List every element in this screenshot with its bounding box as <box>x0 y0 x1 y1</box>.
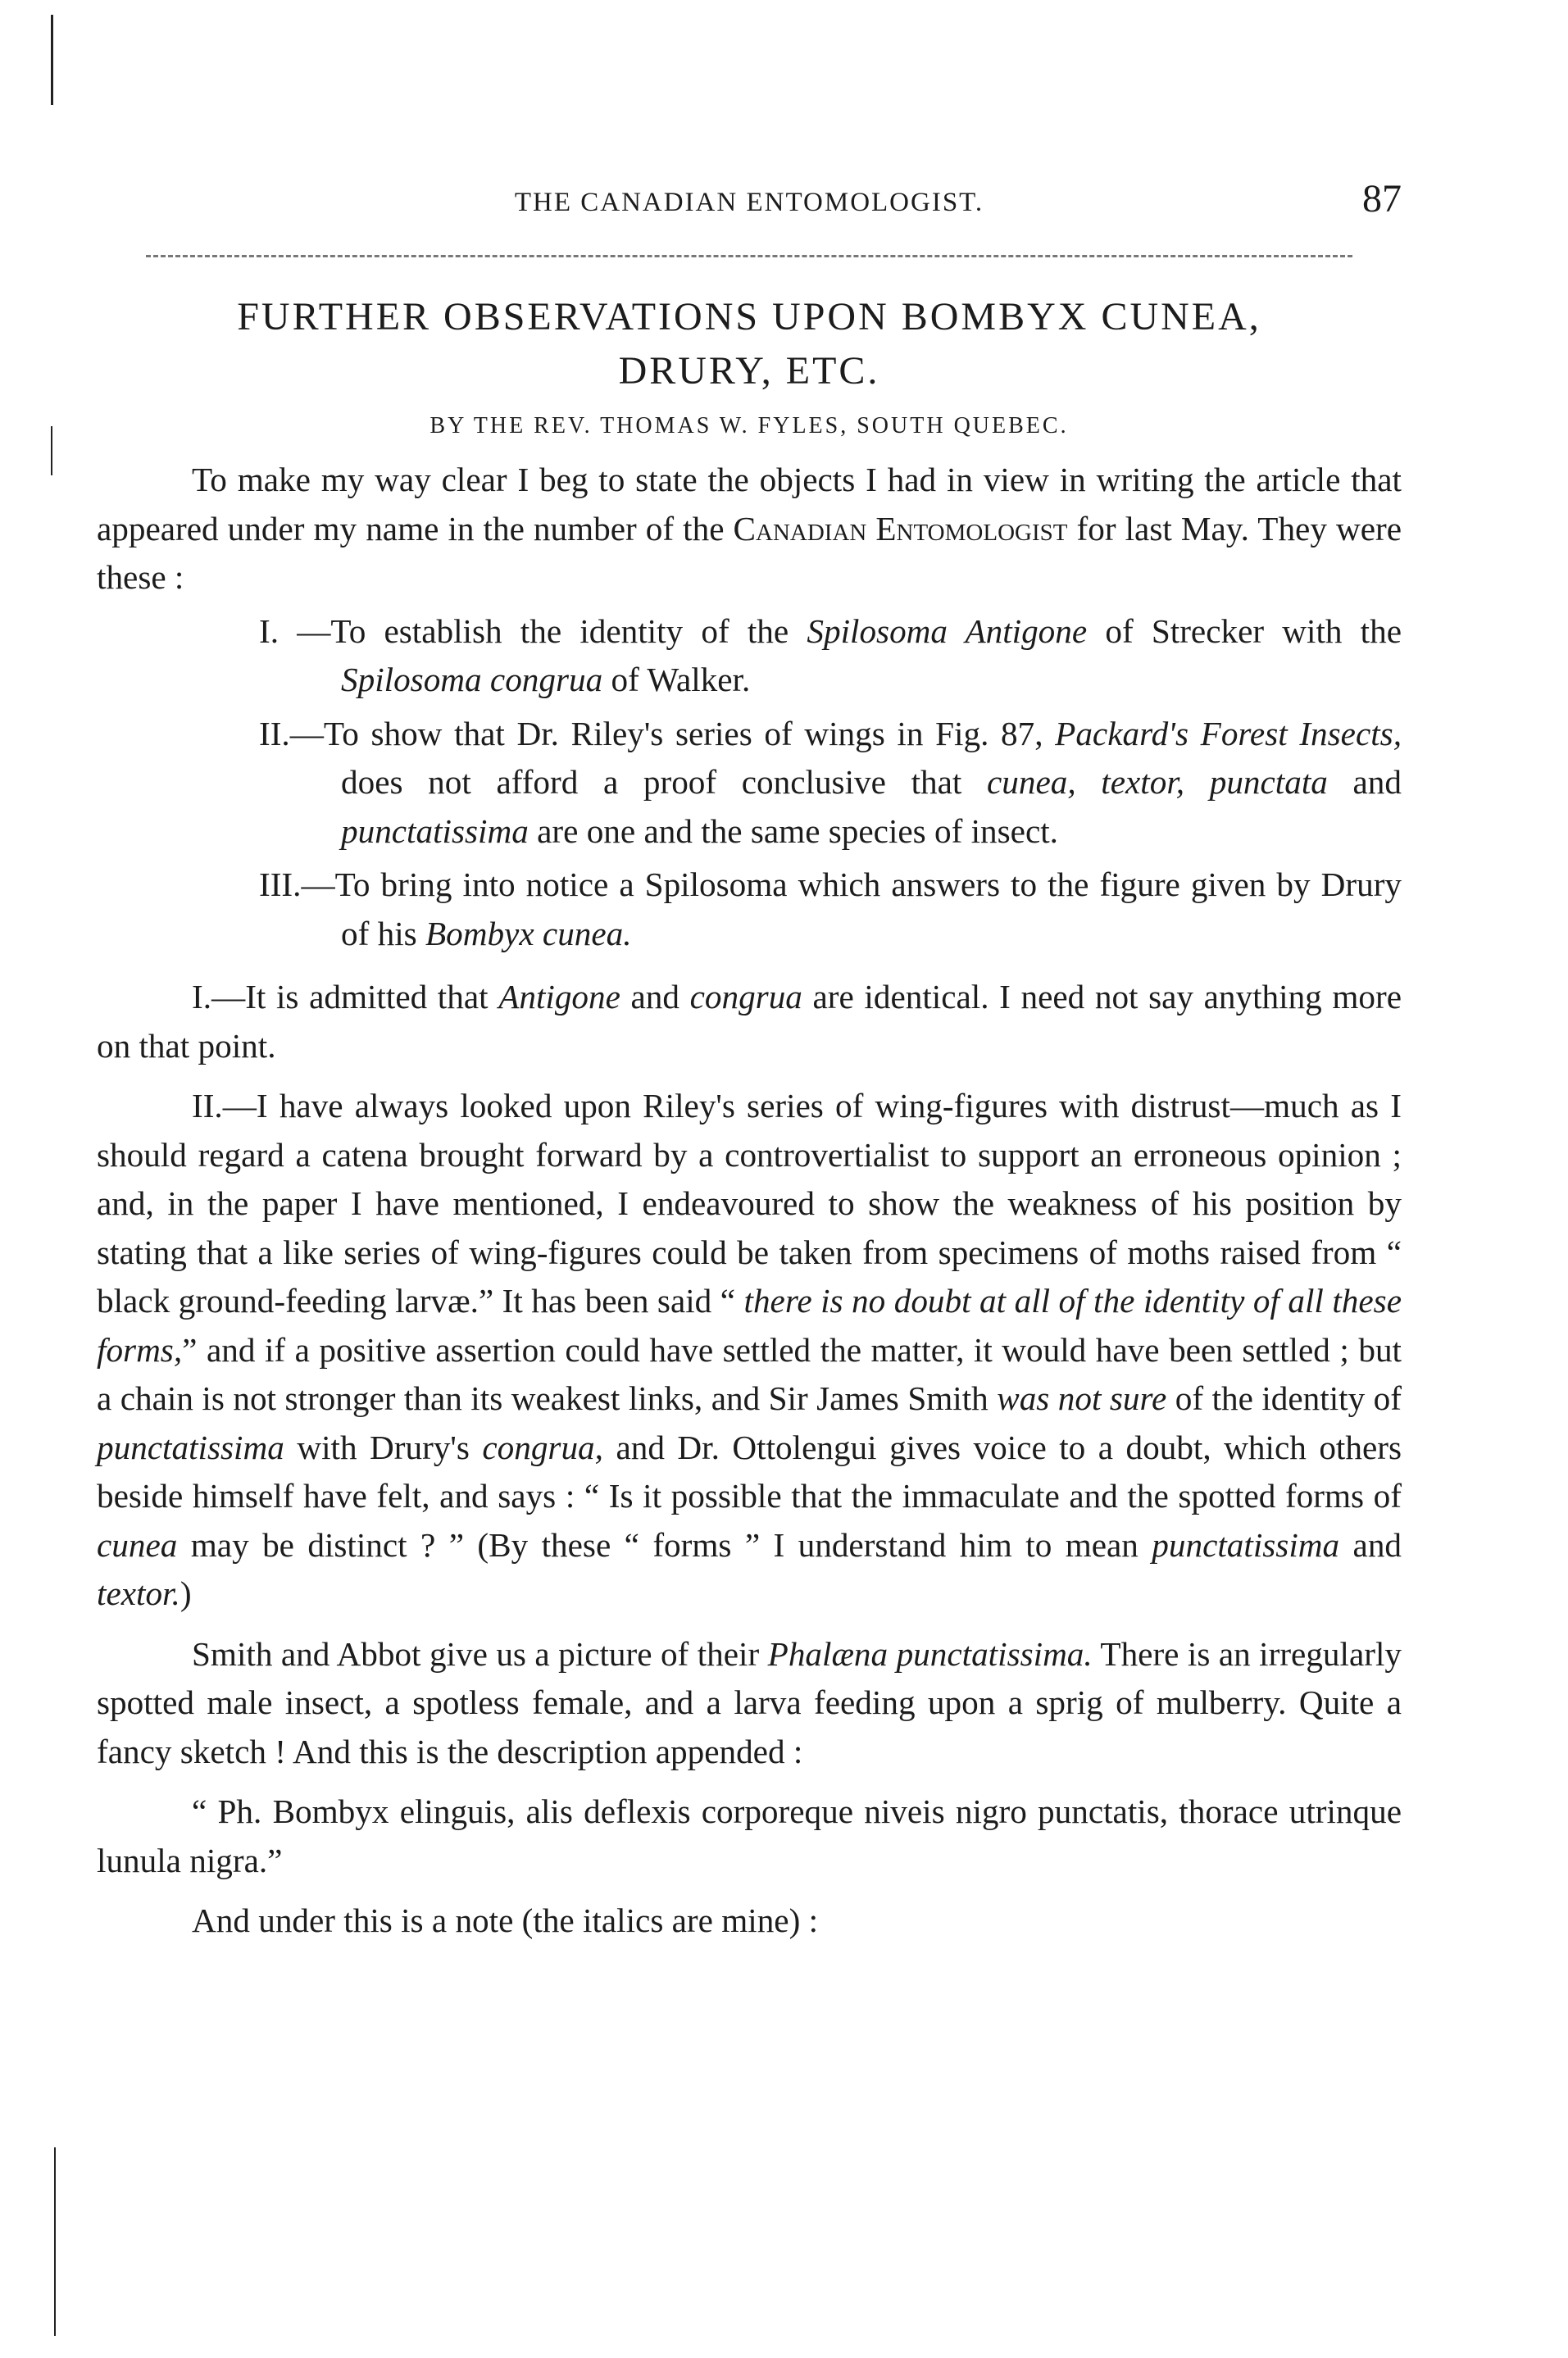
article-body <box>97 456 1402 1946</box>
page <box>97 176 1402 1946</box>
byline: BY THE REV. THOMAS W. FYLES, SOUTH QUEBEC. <box>429 413 1069 438</box>
article-title-line-2: DRURY, ETC. <box>618 349 880 393</box>
paragraph-3: Smith and Abbot give us a picture of their Phalæna punctatissima. There is an irregularly spotted male insect, a spotless female, and a larva feeding upon a sprig of mulberry. Quite a fancy sketch ! And this is the description appended : <box>97 1634 1402 1770</box>
header-rule <box>146 255 1352 257</box>
article-title-line-1: FURTHER OBSERVATIONS UPON BOMBYX CUNEA, <box>237 295 1261 338</box>
paragraph-1: I.—It is admitted that Antigone and congrua are identical. I need not say anything more on that point. <box>97 978 1402 1065</box>
page-number: 87 <box>1362 177 1402 220</box>
paragraph-2: II.—I have always looked upon Riley's series of wing-figures with distrust—much as I should regard a catena brought forward by a controvertialist to support an erroneous opinion ; and, in the paper I have mentioned, I endeavoured to show the weakness of his position by stating that a like series of wing-figures could be taken from specimens of moths raised from “ black ground-feeding larvæ.” It has been said “ there is no doubt at all of the identity of all these forms,” and if a positive assertion could have settled the matter, it would have been settled ; but a chain is not stronger than its weakest links, and Sir James Smith was not sure of the identity of punctatissima with Drury's congrua, and Dr. Ottolengui gives voice to a doubt, which others beside himself have felt, and says : “ Is it possible that the immaculate and the spotted forms of cunea may be distinct ? ” (By these “ forms ” I understand him to mean punctatissima and textor.) <box>97 1087 1402 1612</box>
list-item: II.—To show that Dr. Riley's series of wings in Fig. 87, Packard's Forest Insects, does not afford a proof conclusive that cunea, textor, punctata and punctatissima are one and the same species of insect. <box>259 714 1402 850</box>
paragraph-4-quotation: “ Ph. Bombyx elinguis, alis deflexis corporeque niveis nigro punctatis, thorace utrinque lunula nigra.” <box>97 1792 1402 1879</box>
scan-edge-mark <box>51 426 52 475</box>
scan-edge-mark <box>54 2147 56 2336</box>
scan-edge-mark <box>51 15 53 105</box>
list-item: III.—To bring into notice a Spilosoma which answers to the figure given by Drury of his Bombyx cunea. <box>259 866 1402 952</box>
paragraph-5: And under this is a note (the italics are mine) : <box>192 1901 819 1939</box>
intro-paragraph: To make my way clear I beg to state the objects I had in view in writing the article that appeared under my name in the number of the Canadian Entomologist for last May. They were these : <box>97 461 1402 596</box>
journal-title: THE CANADIAN ENTOMOLOGIST. <box>514 188 984 217</box>
running-head <box>97 176 1402 225</box>
list-item: I. —To establish the identity of the Spilosoma Antigone of Strecker with the Spilosoma congrua of Walker. <box>259 611 1402 698</box>
article-title <box>97 290 1402 398</box>
objects-list <box>97 607 1402 959</box>
